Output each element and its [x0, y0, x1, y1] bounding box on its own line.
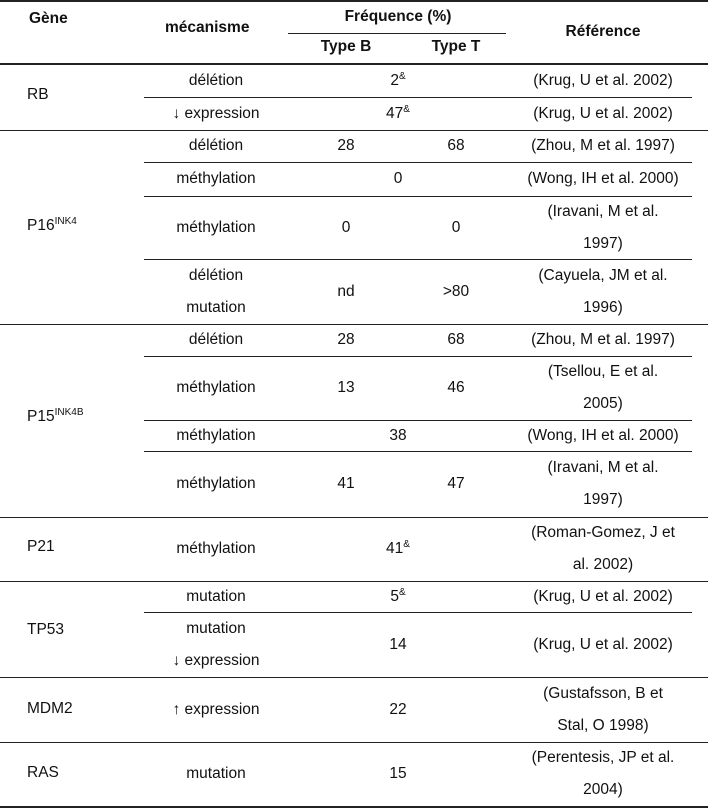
reference-cell: (Perentesis, JP et al. — [531, 749, 675, 766]
frequency-cell: 0 — [393, 170, 403, 187]
header-mechanism: mécanisme — [165, 19, 250, 36]
rule-bottom — [0, 806, 708, 808]
mechanism-cell: mutation — [186, 298, 246, 316]
frequency-type-t-cell: 47 — [447, 475, 465, 492]
mechanism-cell: ↓ expression — [172, 104, 260, 122]
rule-top — [0, 0, 708, 2]
reference-cell: 2005) — [583, 395, 623, 412]
reference-cell: 1997) — [583, 234, 623, 252]
frequency-type-b-cell: 41 — [337, 475, 355, 492]
group-divider — [0, 130, 708, 131]
mechanism-cell: méthylation — [176, 170, 256, 187]
frequency-cell: 22 — [389, 700, 407, 718]
gene-label: $P16^{INK4}$ — [27, 216, 77, 234]
mechanism-cell: ↓ expression — [172, 651, 260, 669]
frequency-cell: 15 — [389, 765, 407, 782]
frequency-cell: 2& — [390, 70, 406, 89]
reference-cell: 1997) — [583, 491, 623, 508]
group-divider — [0, 742, 708, 743]
reference-cell: (Krug, U et al. 2002) — [533, 71, 673, 89]
mechanism-cell: délétion — [188, 331, 244, 348]
frequency-type-t-cell: 68 — [447, 137, 465, 154]
row-divider — [144, 196, 692, 197]
header-frequency: Fréquence (%) — [344, 8, 452, 25]
reference-cell: (Gustafsson, B et — [543, 684, 663, 702]
group-divider — [0, 517, 708, 518]
frequency-cell: 47& — [386, 103, 410, 122]
mechanism-cell: mutation — [186, 587, 246, 605]
mechanism-cell: méthylation — [176, 540, 256, 557]
group-divider — [0, 581, 708, 582]
mechanism-cell: méthylation — [176, 426, 256, 444]
reference-cell: (Zhou, M et al. 1997) — [531, 331, 675, 348]
gene-label: MDM2 — [27, 700, 73, 717]
group-divider — [0, 677, 708, 678]
reference-cell: (Krug, U et al. 2002) — [533, 587, 673, 605]
frequency-type-b-cell: 0 — [341, 218, 351, 236]
reference-cell: (Cayuela, JM et al. — [538, 266, 668, 284]
row-divider — [144, 97, 692, 98]
frequency-cell: 41& — [386, 539, 410, 557]
row-divider — [144, 451, 692, 452]
rule-header-bottom — [0, 63, 708, 65]
reference-cell: 1996) — [583, 298, 623, 316]
rule-frequency-underline — [288, 33, 506, 34]
gene-label: P21 — [27, 538, 55, 555]
gene-label: $P15^{INK4B}$ — [27, 407, 84, 425]
mechanism-cell: délétion — [188, 137, 244, 154]
frequency-type-t-cell: 68 — [447, 331, 465, 348]
mechanism-cell: ↑ expression — [172, 700, 260, 718]
mechanism-cell: mutation — [186, 619, 246, 637]
reference-cell: (Roman-Gomez, J et — [531, 524, 675, 541]
reference-cell: 2004) — [583, 781, 623, 798]
row-divider — [144, 356, 692, 357]
frequency-type-t-cell: 0 — [451, 218, 461, 236]
row-divider — [144, 420, 692, 421]
frequency-cell: 5& — [390, 586, 406, 605]
reference-cell: (Iravani, M et al. — [547, 459, 659, 476]
reference-cell: (Zhou, M et al. 1997) — [531, 137, 675, 154]
group-divider — [0, 324, 708, 325]
reference-cell: al. 2002) — [572, 556, 634, 573]
reference-cell: (Wong, IH et al. 2000) — [527, 426, 679, 444]
frequency-type-b-cell: 28 — [337, 331, 355, 348]
frequency-type-t-cell: >80 — [442, 282, 470, 300]
header-gene: Gène — [29, 10, 68, 27]
gene-label: RAS — [27, 764, 59, 781]
gene-label: TP53 — [27, 621, 65, 638]
reference-cell: Stal, O 1998) — [557, 716, 649, 734]
gene-label: RB — [27, 86, 49, 103]
reference-cell: (Wong, IH et al. 2000) — [527, 170, 679, 187]
mechanism-cell: délétion — [188, 71, 244, 89]
reference-cell: (Krug, U et al. 2002) — [533, 104, 673, 122]
mechanism-cell: mutation — [186, 765, 246, 782]
mechanism-cell: méthylation — [176, 475, 256, 492]
frequency-type-b-cell: nd — [337, 282, 355, 300]
mechanism-cell: délétion — [188, 266, 244, 284]
frequency-type-t-cell: 46 — [447, 379, 465, 396]
reference-cell: (Iravani, M et al. — [547, 202, 659, 220]
row-divider — [144, 259, 692, 260]
frequency-cell: 38 — [389, 426, 407, 444]
mechanism-cell: méthylation — [176, 379, 256, 396]
frequency-type-b-cell: 13 — [337, 379, 355, 396]
row-divider — [144, 162, 692, 163]
header-type-t: Type T — [431, 38, 481, 55]
reference-cell: (Tsellou, E et al. — [547, 363, 659, 380]
frequency-cell: 14 — [389, 635, 407, 653]
header-type-b: Type B — [320, 38, 372, 55]
reference-cell: (Krug, U et al. 2002) — [533, 635, 673, 653]
frequency-type-b-cell: 28 — [337, 137, 355, 154]
mechanism-cell: méthylation — [176, 218, 256, 236]
row-divider — [144, 612, 692, 613]
header-reference: Référence — [565, 23, 641, 40]
